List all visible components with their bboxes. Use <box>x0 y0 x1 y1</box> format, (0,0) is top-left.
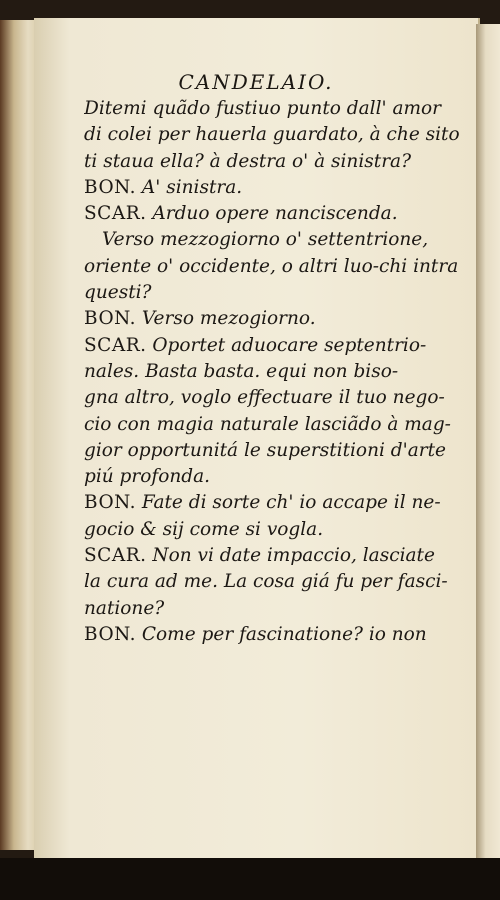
line-text: gna altro, voglo effectuare il tuo nego- <box>84 387 445 409</box>
speaker-label: BON. <box>84 308 136 330</box>
line-text: Ditemi quãdo fustiuo punto dall' amor <box>84 98 442 119</box>
line-text: Non vi date impaccio, lasciate <box>152 545 435 567</box>
speaker-label: BON. <box>84 176 136 198</box>
text-line <box>84 359 468 385</box>
running-head: CANDELAIO. <box>178 70 334 94</box>
text-line <box>84 385 468 411</box>
line-text: cio con magia naturale lasciãdo à mag- <box>84 413 451 435</box>
text-line <box>84 333 468 359</box>
text-line <box>84 175 468 201</box>
text-line <box>84 96 468 122</box>
line-text: piú profonda. <box>84 466 211 488</box>
line-text: oriente o' occidente, o altri luo-chi intra <box>84 255 459 277</box>
text-line <box>84 622 468 648</box>
line-text: Verso mezogiorno. <box>141 308 316 330</box>
text-line <box>84 543 468 569</box>
line-text: ti staua ella? à destra o' à sinistra? <box>84 150 411 172</box>
bottom-shadow <box>0 858 500 900</box>
text-line <box>84 254 468 280</box>
line-text: la cura ad me. La cosa giá fu per fasci- <box>84 571 448 593</box>
line-text: gocio & sij come si vogla. <box>84 518 324 540</box>
speaker-label: SCAR. <box>84 545 147 567</box>
text-line <box>84 412 468 438</box>
text-line <box>84 490 468 516</box>
speaker-label: BON. <box>84 492 136 514</box>
text-line <box>84 227 468 253</box>
line-text: Oportet aduocare septentrio- <box>152 334 427 356</box>
line-text: A' sinistra. <box>141 176 243 198</box>
line-text: gior opportunitá le superstitioni d'arte <box>84 439 446 461</box>
text-line <box>84 280 468 306</box>
speaker-label: SCAR. <box>84 334 147 356</box>
text-line <box>84 149 468 175</box>
text-line <box>84 122 468 148</box>
line-text: Arduo opere nanciscenda. <box>152 203 398 225</box>
text-line <box>84 306 468 332</box>
line-text: Come per fascinatione? io non <box>141 623 427 645</box>
text-line <box>84 596 468 622</box>
text-line <box>84 569 468 595</box>
text-line <box>84 201 468 227</box>
line-text: di colei per hauerla guardato, à che sito <box>84 124 460 146</box>
line-text: Fate di sorte ch' io accape il ne- <box>141 492 441 514</box>
speaker-label: SCAR. <box>84 203 147 225</box>
speaker-label: BON. <box>84 623 136 645</box>
text-block <box>84 96 468 648</box>
line-text: natione? <box>84 597 165 619</box>
line-text: nales. Basta basta. equi non biso- <box>84 360 399 382</box>
line-text: Verso mezzogiorno o' settentrione, <box>102 229 429 251</box>
text-line <box>84 464 468 490</box>
text-line <box>84 438 468 464</box>
text-line <box>84 517 468 543</box>
line-text: questi? <box>84 282 152 304</box>
facing-page-edge <box>476 24 500 864</box>
